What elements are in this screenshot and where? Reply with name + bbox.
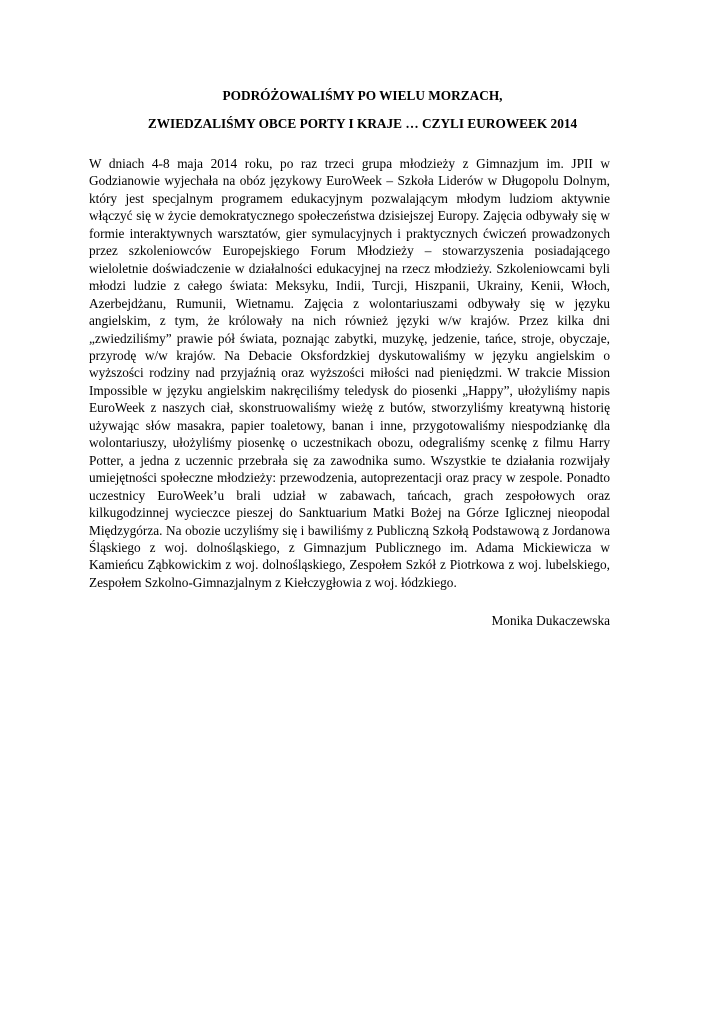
article-body: W dniach 4-8 maja 2014 roku, po raz trzeci grupa młodzieży z Gimnazjum im. JPII w Godzianowie wyjechała na obóz językowy EuroWeek – Szkoła Liderów w Długopolu Dolnym, który jest specjalnym programem edukacyjnym pozwalającym młodym ludziom aktywnie włączyć się w życie demokratycznego społeczeństwa dzisiejszej Europy. Zajęcia odbywały się w formie interaktywnych warsztatów, gier symulacyjnych i praktycznych ćwiczeń prowadzonych przez szkoleniowców Europejskiego Forum Młodzieży – stowarzyszenia posiadającego wieloletnie doświadczenie w działalności edukacyjnej na rzecz młodzieży. Szkoleniowcami byli młodzi ludzie z całego świata: Meksyku, Indii, Turcji, Hiszpanii, Ukrainy, Kenii, Włoch, Azerbejdżanu, Rumunii, Wietnamu. Zajęcia z wolontariuszami odbywały się w języku angielskim, z tym, że królowały na nich również języki w/w krajów. Przez kilka dni „zwiedziliśmy” prawie pół świata, poznając zabytki, muzykę, jedzenie, tańce, stroje, obyczaje, przyrodę w/w krajów. Na Debacie Oksfordzkiej dyskutowaliśmy w języku angielskim o wyższości rodziny nad przyjaźnią oraz wyższości miłości nad pieniędzmi. W trakcie Mission Impossible w języku angielskim nakręciliśmy teledysk do piosenki „Happy”, ułożyliśmy napis EuroWeek z naszych ciał, skonstruowaliśmy wieżę z butów, stworzyliśmy kreatywną historię używając słów masakra, papier toaletowy, banan i inne, przygotowaliśmy niespodziankę dla wolontariuszy, ułożyliśmy piosenkę o uczestnikach obozu, odegraliśmy scenkę z filmu Harry Potter, a jedna z uczennic przebrała się za zawodnika sumo. Wszystkie te działania rozwijały umiejętności społeczne młodzieży: przewodzenia, autoprezentacji oraz pracy w zespole. Ponadto uczestnicy EuroWeek’u brali udział w zabawach, tańcach, grach zespołowych oraz kilkugodzinnej wycieczce pieszej do Sanktuarium Matki Bożej na Górze Iglicznej nieopodal Międzygórza. Na obozie uczyliśmy się i bawiliśmy z Publiczną Szkołą Podstawową z Jordanowa Śląskiego z woj. dolnośląskiego, z Gimnazjum Publicznego im. Adama Mickiewicza w Kamieńcu Ząbkowickim z woj. dolnośląskiego, Zespołem Szkół z Piotrkowa z woj. lubelskiego, Zespołem Szkolno-Gimnazjalnym z Kiełczygłowia z woj. łódzkiego.: [89, 156, 610, 590]
title-line-1: PODRÓŻOWALIŚMY PO WIELU MORZACH,: [222, 88, 503, 103]
author-signature: Monika Dukaczewska: [491, 613, 610, 628]
document-title: [60, 86, 665, 142]
title-line-2: ZWIEDZALIŚMY OBCE PORTY I KRAJE … CZYLI EUROWEEK 2014: [147, 116, 578, 131]
